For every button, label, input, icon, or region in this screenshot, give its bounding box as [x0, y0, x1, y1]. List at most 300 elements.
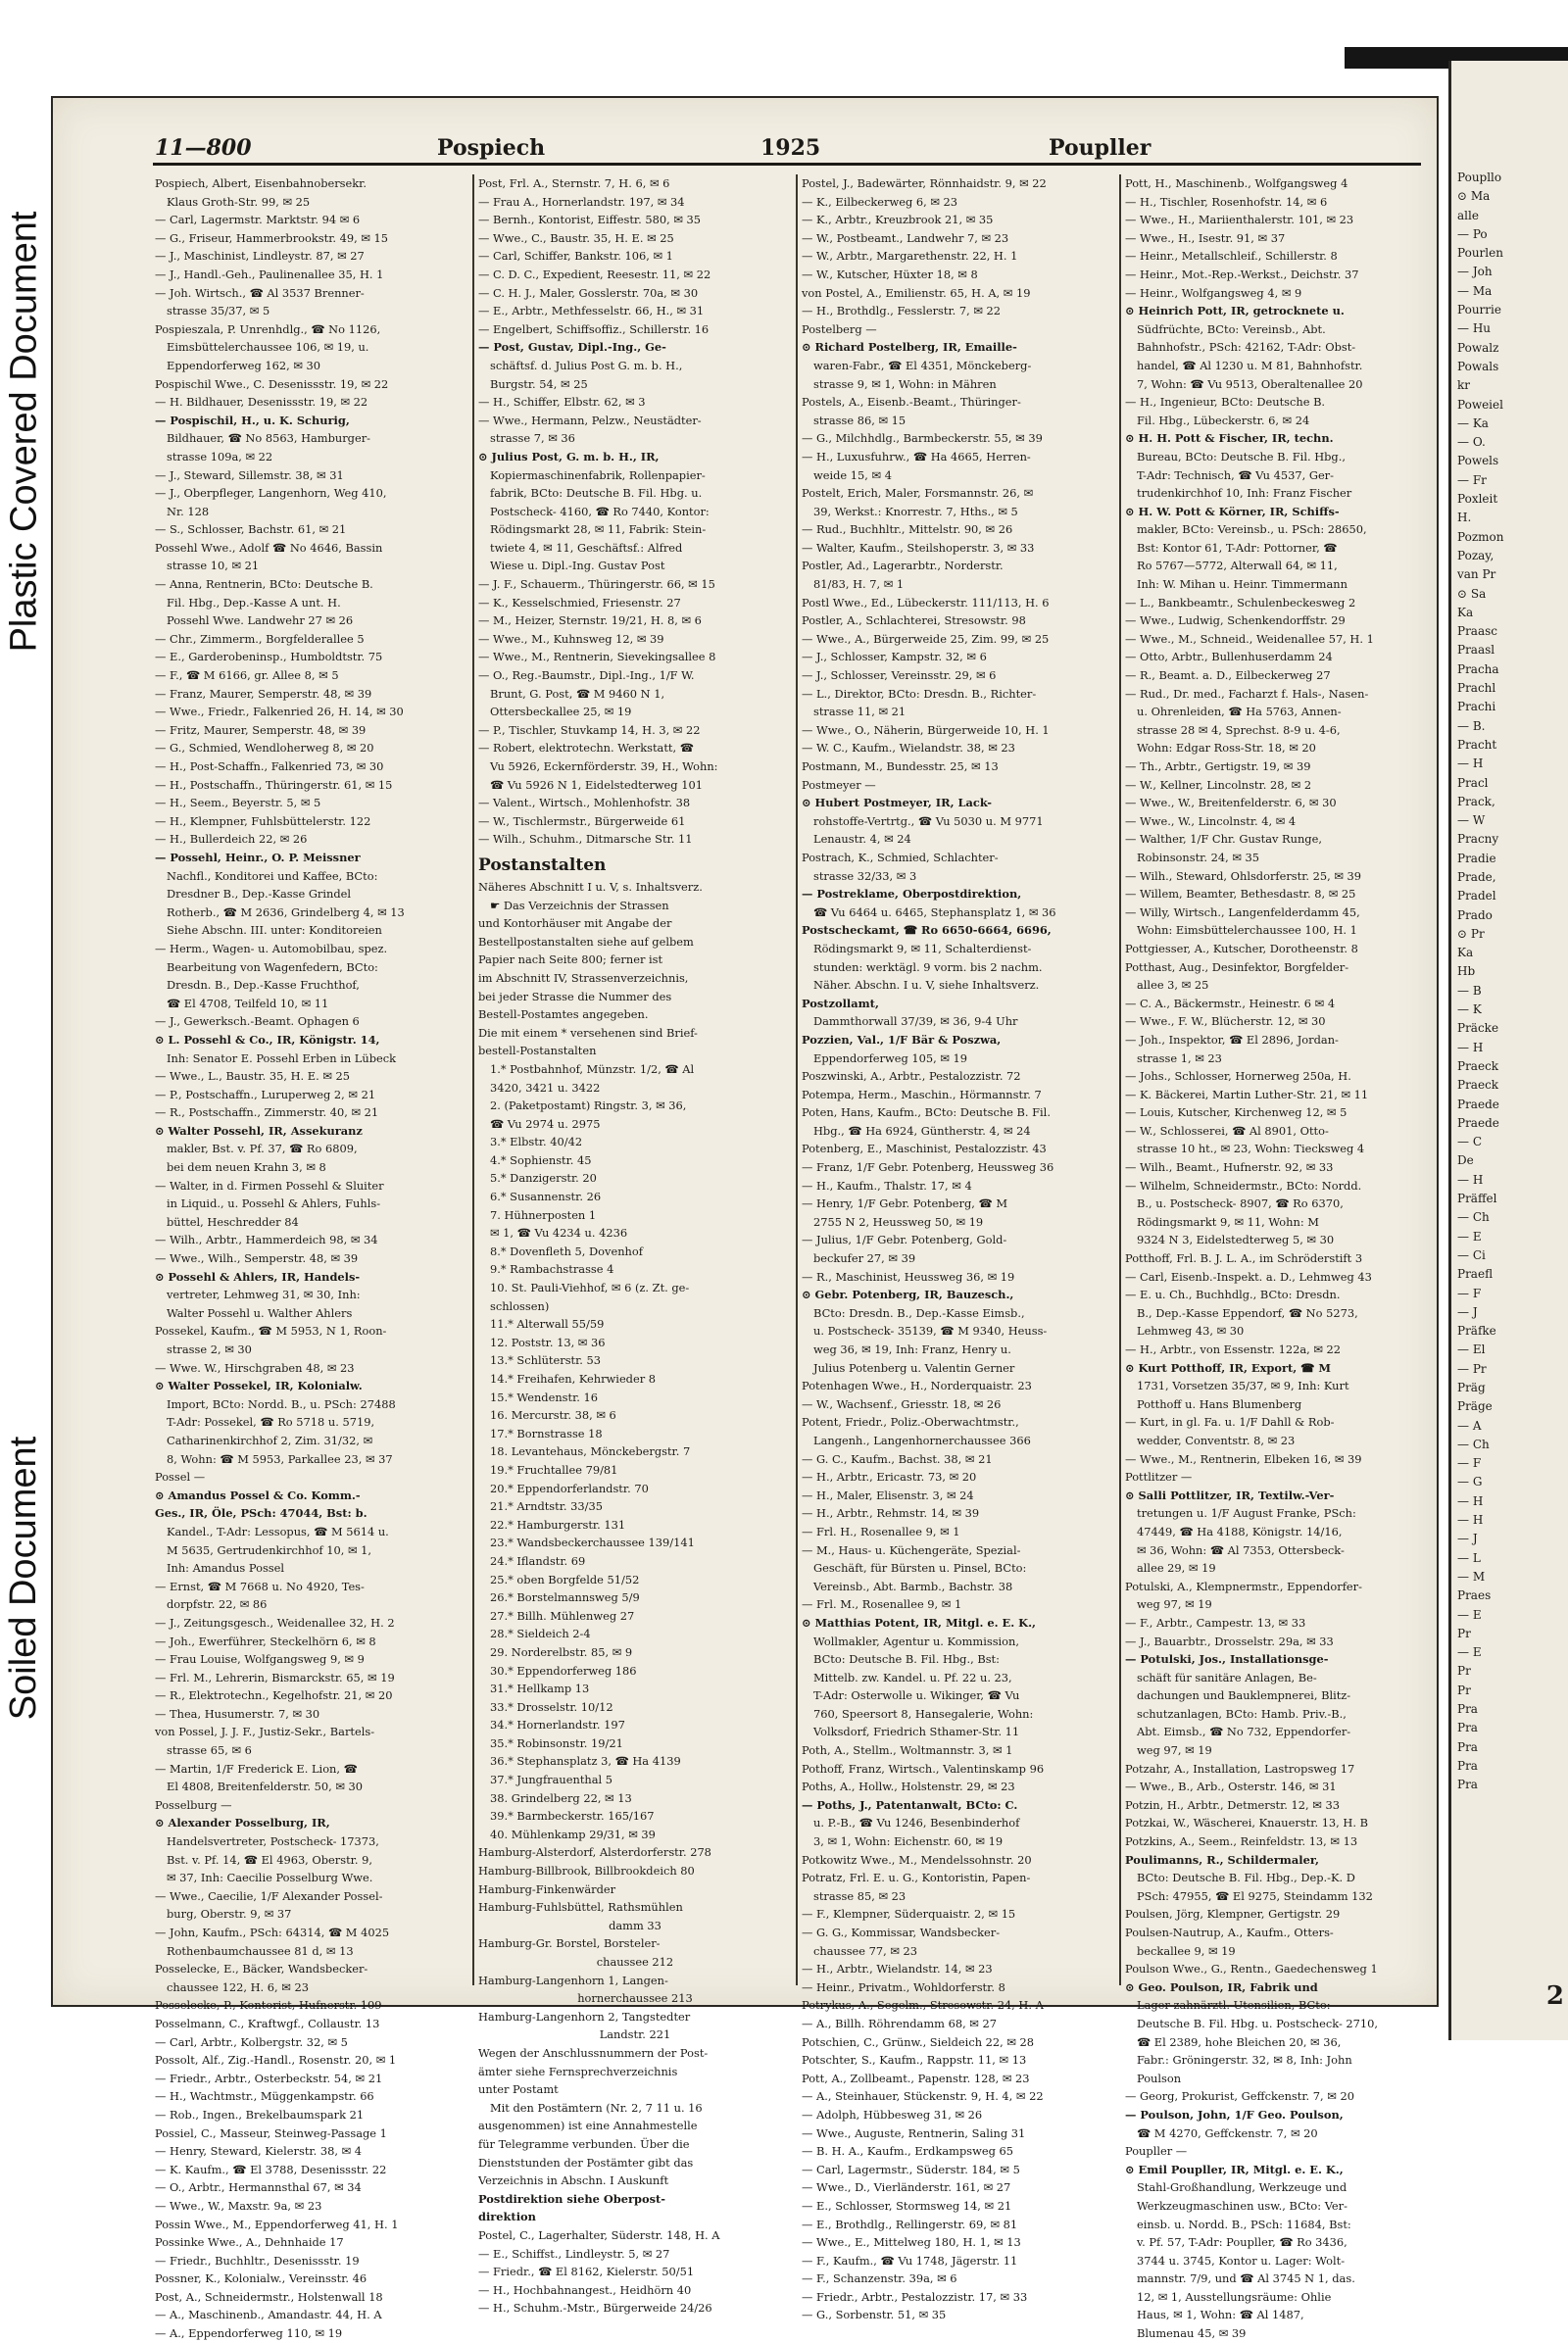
directory-entry: — H., Brothdlg., Fesslerstr. 7, ✉ 22	[802, 304, 1002, 318]
directory-entry: tretungen u. 1/F August Franke, PSch:	[1137, 1506, 1356, 1521]
directory-entry: 4.* Sophienstr. 45	[490, 1152, 592, 1167]
directory-entry: — G. G., Kommissar, Wandsbecker-	[802, 1926, 1001, 1939]
directory-entry: Potschter, S., Kaufm., Rappstr. 11, ✉ 13	[802, 2053, 1027, 2068]
directory-entry: ⊙ L. Possehl & Co., IR, Königstr. 14,	[155, 1032, 380, 1047]
directory-entry: u. P.-B., ☎ Vu 1246, Besenbinderhof	[813, 1816, 1020, 1830]
adjacent-page-fragment: — Ci	[1457, 1247, 1486, 1262]
directory-entry: — J. F., Schauerm., Thüringerstr. 66, ✉ 15	[478, 577, 715, 592]
directory-entry: 25.* oben Borgfelde 51/52	[490, 1572, 640, 1586]
adjacent-page-fragment: — Ch	[1457, 1437, 1490, 1451]
directory-entry: — Joh., Inspektor, ☎ El 2896, Jordan-	[1125, 1032, 1339, 1047]
directory-entry: — O., Arbtr., Hermannsthal 67, ✉ 34	[155, 2180, 362, 2195]
adjacent-page-fragment: — E	[1457, 1645, 1482, 1660]
directory-entry: wedder, Conventstr. 8, ✉ 23	[1137, 1433, 1296, 1447]
directory-entry: Verzeichnis in Abschn. I Auskunft	[478, 2173, 669, 2188]
directory-entry: Poulimanns, R., Schildermaler,	[1125, 1852, 1319, 1867]
directory-entry: damm 33	[609, 1918, 662, 1932]
directory-entry: — P., Tischler, Stuvkamp 14, H. 3, ✉ 22	[478, 722, 701, 737]
directory-entry: stunden: werktägl. 9 vorm. bis 2 nachm.	[813, 959, 1043, 974]
directory-entry: — Wwe., F. W., Blücherstr. 12, ✉ 30	[1125, 1014, 1326, 1029]
adjacent-page-fragment: alle	[1457, 208, 1479, 222]
column-3	[802, 174, 1115, 2322]
adjacent-page-fragment: — E	[1457, 1607, 1482, 1622]
directory-entry: Papier nach Seite 800; ferner ist	[478, 952, 663, 967]
directory-entry: Bst. v. Pf. 14, ☎ El 4963, Oberstr. 9,	[167, 1852, 372, 1867]
directory-entry: strasse 35/37, ✉ 5	[167, 304, 270, 318]
directory-entry: — Otto, Arbtr., Bullenhuserdamm 24	[1125, 650, 1333, 664]
directory-entry: — H., Arbtr., von Essenstr. 122a, ✉ 22	[1125, 1342, 1342, 1356]
directory-entry: allee 3, ✉ 25	[1137, 978, 1209, 993]
directory-entry: Potkowitz Wwe., M., Mendelssohnstr. 20	[802, 1852, 1032, 1867]
directory-entry: — K. Kaufm., ☎ El 3788, Desenissstr. 22	[155, 2162, 387, 2176]
directory-entry: Postscheckamt, ☎ Ro 6650-6664, 6696,	[802, 923, 1052, 938]
directory-entry: — Wwe., W., Maxstr. 9a, ✉ 23	[155, 2198, 322, 2213]
directory-entry: 26.* Borstelmannsweg 5/9	[490, 1590, 640, 1605]
entry-list	[1125, 174, 1425, 2343]
directory-entry: Vereinsb., Abt. Barmb., Bachstr. 38	[813, 1579, 1013, 1593]
directory-entry: Mittelb. zw. Kandel. u. Pf. 22 u. 23,	[813, 1670, 1012, 1684]
directory-entry: Post, A., Schneidermstr., Holstenwall 18	[155, 2289, 383, 2304]
directory-entry: — Wwe., D., Vierländerstr. 161, ✉ 27	[802, 2180, 1011, 2195]
directory-entry: Potempa, Herm., Maschin., Hörmannstr. 7	[802, 1087, 1042, 1101]
directory-entry: — J., Zeitungsgesch., Weidenallee 32, H. 2	[155, 1615, 395, 1630]
directory-entry: Kopiermaschinenfabrik, Rollenpapier-	[490, 467, 706, 482]
directory-entry: 33.* Drosselstr. 10/12	[490, 1699, 613, 1714]
directory-entry: Rödingsmarkt 9, ✉ 11, Schalterdienst-	[813, 941, 1032, 955]
adjacent-page-fragment: Präge	[1457, 1399, 1493, 1414]
directory-entry: — Post, Gustav, Dipl.-Ing., Ge-	[478, 340, 666, 355]
adjacent-page-fragment: — Ma	[1457, 283, 1493, 298]
adjacent-page-fragment: Praede	[1457, 1115, 1499, 1130]
directory-entry: — R., Postschaffn., Zimmerstr. 40, ✉ 21	[155, 1105, 379, 1120]
page-header	[53, 98, 1437, 167]
directory-entry: — H., Seem., Beyerstr. 5, ✉ 5	[155, 796, 321, 810]
directory-entry: Postscheck- 4160, ☎ Ro 7440, Kontor:	[490, 504, 710, 518]
entry-list	[478, 174, 792, 2318]
column-divider	[472, 174, 474, 1985]
directory-entry: — J., Bauarbtr., Drosselstr. 29a, ✉ 33	[1125, 1634, 1334, 1648]
directory-entry: — G., Schmied, Wendloherweg 8, ✉ 20	[155, 741, 374, 756]
directory-entry: Fil. Hbg., Dep.-Kasse A unt. H.	[167, 595, 341, 610]
directory-entry: ☎ El 2389, hohe Bleichen 20, ✉ 36,	[1137, 2034, 1342, 2049]
adjacent-page-fragment: Praes	[1457, 1588, 1492, 1603]
directory-entry: — Henry, Steward, Kielerstr. 38, ✉ 4	[155, 2144, 362, 2159]
directory-entry: Werkzeugmaschinen usw., BCto: Ver-	[1137, 2198, 1348, 2213]
directory-entry: — K., Eilbeckerweg 6, ✉ 23	[802, 194, 958, 209]
directory-entry: ⊙ H. H. Pott & Fischer, IR, techn.	[1125, 431, 1334, 446]
directory-entry: 37.* Jungfrauenthal 5	[490, 1773, 613, 1787]
adjacent-page-fragment: — Fr	[1457, 472, 1487, 487]
directory-entry: Possinke Wwe., A., Dehnhaide 17	[155, 2235, 344, 2250]
directory-entry: — M., Haus- u. Küchengeräte, Spezial-	[802, 1542, 1021, 1557]
directory-entry: Possel —	[155, 1470, 206, 1485]
directory-entry: Fabr.: Gröningerstr. 32, ✉ 8, Inh: John	[1137, 2053, 1352, 2068]
directory-entry: — Bernh., Kontorist, Eiffestr. 580, ✉ 35	[478, 213, 701, 227]
directory-entry: 17.* Bornstrasse 18	[490, 1426, 603, 1440]
header-rule	[153, 163, 1421, 166]
adjacent-page-fragment: — W	[1457, 813, 1486, 828]
directory-entry: — Walther, 1/F Chr. Gustav Runge,	[1125, 832, 1322, 847]
directory-entry: Wohn: Edgar Ross-Str. 18, ✉ 20	[1137, 741, 1316, 756]
directory-entry: — W., Kellner, Lincolnstr. 28, ✉ 2	[1125, 777, 1312, 792]
directory-entry: — Pospischil, H., u. K. Schurig,	[155, 413, 350, 427]
directory-entry: 14.* Freihafen, Kehrwieder 8	[490, 1372, 657, 1386]
directory-entry: — Carl, Eisenb.-Inspekt. a. D., Lehmweg 43	[1125, 1269, 1372, 1284]
directory-entry: ⊙ Heinrich Pott, IR, getrocknete u.	[1125, 304, 1345, 318]
directory-entry: — Wwe., M., Schneid., Weidenallee 57, H. 1	[1125, 631, 1374, 646]
directory-entry: Julius Potenberg u. Valentin Gerner	[813, 1360, 1015, 1375]
adjacent-page-fragment: — H	[1457, 1040, 1484, 1054]
directory-entry: ⊙ Walter Possehl, IR, Assekuranz	[155, 1123, 363, 1138]
directory-entry: PSch: 47955, ☎ El 9275, Steindamm 132	[1137, 1888, 1373, 1903]
directory-entry: Näheres Abschnitt I u. V, s. Inhaltsverz.	[478, 879, 703, 894]
directory-entry: 30.* Eppendorferweg 186	[490, 1663, 637, 1678]
directory-entry: — W. C., Kaufm., Wielandstr. 38, ✉ 23	[802, 741, 1015, 756]
directory-entry: waren-Fabr., ☎ El 4351, Mönckeberg-	[813, 358, 1032, 372]
directory-entry: — Franz, 1/F Gebr. Potenberg, Heussweg 36	[802, 1160, 1054, 1175]
adjacent-page-fragment: Hb	[1457, 964, 1476, 979]
directory-entry: Postel, J., Badewärter, Rönnhaidstr. 9, ✉ 22	[802, 176, 1047, 190]
directory-entry: twiete 4, ✉ 11, Geschäftsf.: Alfred	[490, 540, 683, 555]
directory-entry: strasse 11, ✉ 21	[813, 705, 906, 719]
adjacent-page-fragment: — B.	[1457, 718, 1486, 733]
directory-entry: — H. Bildhauer, Desenissstr. 19, ✉ 22	[155, 395, 368, 410]
adjacent-page-fragment: Pr	[1457, 1664, 1471, 1679]
directory-entry: Lenaustr. 4, ✉ 24	[813, 832, 911, 847]
directory-entry: 24.* Iflandstr. 69	[490, 1553, 586, 1568]
directory-entry: — Walter, Kaufm., Steilshoperstr. 3, ✉ 33	[802, 540, 1035, 555]
directory-entry: — Ernst, ☎ M 7668 u. No 4920, Tes-	[155, 1579, 365, 1593]
directory-entry: Hamburg-Billbrook, Billbrookdeich 80	[478, 1864, 695, 1879]
directory-entry: — Wwe., M., Kuhnsweg 12, ✉ 39	[478, 631, 664, 646]
directory-entry: — Wwe., Friedr., Falkenried 26, H. 14, ✉ 30	[155, 705, 404, 719]
directory-entry: Bestellpostanstalten siehe auf gelbem	[478, 934, 694, 949]
directory-entry: Bahnhofstr., PSch: 42162, T-Adr: Obst-	[1137, 340, 1356, 355]
directory-entry: in Liquid., u. Possehl & Ahlers, Fuhls-	[167, 1196, 381, 1211]
adjacent-page-fragment: — Joh	[1457, 265, 1493, 279]
margin-label-plastic: Plastic Covered Document	[3, 211, 45, 652]
directory-entry: 5.* Danzigerstr. 20	[490, 1171, 597, 1186]
directory-entry: — Frau Louise, Wolfgangsweg 9, ✉ 9	[155, 1652, 365, 1667]
adjacent-page-fragment: Pr	[1457, 1626, 1471, 1640]
directory-entry: Pospischil Wwe., C. Desenissstr. 19, ✉ 22	[155, 376, 389, 391]
directory-entry: — K. Bäckerei, Martin Luther-Str. 21, ✉ 11	[1125, 1087, 1369, 1101]
directory-entry: Poulson	[1137, 2071, 1182, 2085]
directory-entry: u. Ohrenleiden, ☎ Ha 5763, Annen-	[1137, 705, 1342, 719]
adjacent-page-fragment: Pracl	[1457, 775, 1489, 790]
directory-entry: ämter siehe Fernsprechverzeichnis	[478, 2064, 678, 2078]
directory-entry: — Friedr., ☎ El 8162, Kielerstr. 50/51	[478, 2265, 695, 2279]
directory-entry: Postzollamt,	[802, 996, 879, 1010]
directory-entry: vertreter, Lehmweg 31, ✉ 30, Inh:	[167, 1288, 361, 1302]
directory-entry: — Willem, Beamter, Bethesdastr. 8, ✉ 25	[1125, 887, 1356, 902]
directory-entry: — H., Hochbahnangest., Heidhörn 40	[478, 2282, 692, 2297]
directory-entry: — E., Garderobeninsp., Humboldtstr. 75	[155, 650, 383, 664]
adjacent-page-fragment: Prachi	[1457, 700, 1496, 714]
adjacent-page-fragment: — G	[1457, 1475, 1483, 1489]
directory-entry: — Wwe., Ludwig, Schenkendorffstr. 29	[1125, 613, 1346, 628]
adjacent-page-fragment: Prado	[1457, 907, 1493, 922]
adjacent-page-fragment: Pra	[1457, 1739, 1478, 1754]
directory-entry: 12. Poststr. 13, ✉ 36	[490, 1335, 606, 1349]
adjacent-page-fragment: Praasl	[1457, 643, 1495, 658]
directory-entry: u. Postscheck- 35139, ☎ M 9340, Heuss-	[813, 1324, 1048, 1339]
directory-entry: Wollmakler, Agentur u. Kommission,	[813, 1634, 1019, 1648]
directory-entry: — G., Friseur, Hammerbrookstr. 49, ✉ 15	[155, 230, 389, 245]
directory-entry: Pott, H., Maschinenb., Wolfgangsweg 4	[1125, 176, 1348, 190]
directory-entry: — H., Postschaffn., Thüringerstr. 61, ✉ 15	[155, 777, 393, 792]
directory-entry: 27.* Billh. Mühlenweg 27	[490, 1608, 635, 1623]
adjacent-page-fragment: Präfke	[1457, 1324, 1496, 1339]
directory-entry: Wiese u. Dipl.-Ing. Gustav Post	[490, 559, 665, 573]
directory-entry: burg, Oberstr. 9, ✉ 37	[167, 1907, 292, 1922]
directory-entry: — Wwe., A., Bürgerweide 25, Zim. 99, ✉ 25	[802, 631, 1050, 646]
directory-entry: — Wwe., B., Arb., Osterstr. 146, ✉ 31	[1125, 1780, 1337, 1794]
adjacent-page-fragment: Präcke	[1457, 1021, 1499, 1036]
adjacent-page-fragment: Pozmon	[1457, 529, 1504, 544]
directory-entry: 3420, 3421 u. 3422	[490, 1080, 601, 1095]
directory-entry: — R., Elektrotechn., Kegelhofstr. 21, ✉ 20	[155, 1688, 393, 1703]
directory-entry: — Carl, Schiffer, Bankstr. 106, ✉ 1	[478, 249, 673, 264]
directory-entry: — J., Schlosser, Kampstr. 32, ✉ 6	[802, 650, 987, 664]
directory-entry: Possehl Wwe. Landwehr 27 ✉ 26	[167, 613, 354, 628]
directory-entry: ⊙ Julius Post, G. m. b. H., IR,	[478, 449, 660, 464]
directory-entry: weg 97, ✉ 19	[1137, 1597, 1212, 1612]
directory-page	[51, 96, 1439, 2341]
directory-entry: Rotherb., ☎ M 2636, Grindelberg 4, ✉ 13	[167, 904, 405, 919]
directory-entry: Rödingsmarkt 28, ✉ 11, Fabrik: Stein-	[490, 522, 707, 537]
directory-entry: — W., Schlosserei, ☎ Al 8901, Otto-	[1125, 1123, 1329, 1138]
directory-entry: Abt. Eimsb., ☎ No 732, Eppendorfer-	[1137, 1725, 1351, 1739]
directory-entry: mannstr. 7/9, und ☎ Al 3745 N 1, das.	[1137, 2271, 1355, 2286]
adjacent-page-number: 2	[1545, 1981, 1564, 2011]
adjacent-page-fragment: Pracny	[1457, 832, 1499, 847]
directory-entry: büttel, Heschredder 84	[167, 1214, 299, 1229]
directory-entry: Pospiech, Albert, Eisenbahnobersekr.	[155, 176, 367, 190]
directory-entry: 6.* Susannenstr. 26	[490, 1190, 602, 1204]
directory-entry: — F., ☎ M 6166, gr. Allee 8, ✉ 5	[155, 668, 339, 683]
directory-entry: schutzanlagen, BCto: Hamb. Priv.-B.,	[1137, 1706, 1347, 1721]
directory-entry: v. Pf. 57, T-Adr: Poupller, ☎ Ro 3436,	[1137, 2235, 1348, 2250]
directory-entry: dorpfstr. 22, ✉ 86	[167, 1597, 268, 1612]
adjacent-page-fragment: — F	[1457, 1456, 1482, 1471]
directory-entry: 2. (Paketpostamt) Ringstr. 3, ✉ 36,	[490, 1098, 687, 1113]
adjacent-page-fragment: Prack,	[1457, 794, 1495, 808]
directory-entry: — Chr., Zimmerm., Borgfelderallee 5	[155, 631, 365, 646]
directory-entry: — R., Beamt. a. D., Eilbeckerweg 27	[1125, 668, 1331, 683]
directory-entry: — Valent., Wirtsch., Mohlenhofstr. 38	[478, 796, 691, 810]
directory-entry: strasse 65, ✉ 6	[167, 1743, 252, 1758]
directory-entry: Vu 5926, Eckernförderstr. 39, H., Wohn:	[490, 759, 718, 773]
directory-entry: Inh: Amandus Possel	[167, 1561, 285, 1576]
directory-entry: ⊙ H. W. Pott & Körner, IR, Schiffs-	[1125, 504, 1340, 518]
directory-entry: — Frl. H., Rosenallee 9, ✉ 1	[802, 1524, 960, 1538]
directory-entry: Klaus Groth-Str. 99, ✉ 25	[167, 194, 311, 209]
directory-entry: 7. Hühnerposten 1	[490, 1207, 597, 1222]
directory-entry: bei jeder Strasse die Nummer des	[478, 989, 672, 1003]
directory-entry: Postmeyer —	[802, 777, 876, 792]
directory-entry: Catharinenkirchhof 2, Zim. 31/32, ✉	[167, 1433, 373, 1447]
directory-entry: Possin Wwe., M., Eppendorferweg 41, H. 1	[155, 2217, 399, 2231]
directory-entry: Handelsvertreter, Postscheck- 17373,	[167, 1834, 379, 1849]
directory-entry: 16. Mercurstr. 38, ✉ 6	[490, 1408, 616, 1423]
directory-entry: weg 97, ✉ 19	[1137, 1743, 1212, 1758]
directory-entry: 31.* Hellkamp 13	[490, 1682, 590, 1696]
directory-entry: — John, Kaufm., PSch: 64314, ☎ M 4025	[155, 1926, 390, 1939]
directory-entry: Ro 5767—5772, Alterwall 64, ✉ 11,	[1137, 559, 1338, 573]
directory-entry: — Carl, Arbtr., Kolbergstr. 32, ✉ 5	[155, 2034, 348, 2049]
directory-entry: — Wwe. W., Hirschgraben 48, ✉ 23	[155, 1360, 355, 1375]
directory-entry: El 4808, Breitenfelderstr. 50, ✉ 30	[167, 1780, 363, 1794]
directory-entry: — Joh., Ewerführer, Steckelhörn 6, ✉ 8	[155, 1634, 376, 1648]
directory-entry: Pospieszala, P. Unrenhdlg., ☎ No 1126,	[155, 321, 381, 336]
directory-entry: Blumenau 45, ✉ 39	[1137, 2326, 1247, 2341]
directory-entry: — Carl, Lagermstr., Süderstr. 184, ✉ 5	[802, 2162, 1020, 2176]
directory-entry: Potschien, C., Grünw., Sieldeich 22, ✉ 28	[802, 2034, 1035, 2049]
adjacent-page-fragment: Powalz	[1457, 340, 1499, 355]
directory-entry: — Wwe., W., Breitenfelderstr. 6, ✉ 30	[1125, 796, 1337, 810]
directory-entry: Brunt, G. Post, ☎ M 9460 N 1,	[490, 686, 665, 701]
directory-entry: Burgstr. 54, ✉ 25	[490, 376, 588, 391]
directory-entry: Hamburg-Langenhorn 2, Tangstedter	[478, 2009, 691, 2024]
directory-entry: — A., Steinhauer, Stückenstr. 9, H. 4, ✉ 22	[802, 2089, 1044, 2104]
directory-entry: Eppendorferweg 105, ✉ 19	[813, 1050, 968, 1065]
directory-entry: Posselburg —	[155, 1797, 232, 1812]
directory-entry: Haus, ✉ 1, Wohn: ☎ Al 1487,	[1137, 2308, 1304, 2322]
directory-entry: Potenberg, E., Maschinist, Pestalozzistr. 43	[802, 1142, 1047, 1156]
adjacent-page-fragment: Poweiel	[1457, 397, 1503, 412]
directory-entry: strasse 2, ✉ 30	[167, 1342, 252, 1356]
directory-entry: von Postel, A., Emilienstr. 65, H. A, ✉ 19	[802, 285, 1031, 300]
directory-entry: 19.* Fruchtallee 79/81	[490, 1462, 618, 1477]
directory-entry: Hamburg-Langenhorn 1, Langen-	[478, 1973, 668, 1987]
directory-entry: ⊙ Emil Poupller, IR, Mitgl. e. E. K.,	[1125, 2162, 1344, 2176]
directory-entry: ⊙ Gebr. Potenberg, IR, Bauzesch.,	[802, 1288, 1014, 1302]
adjacent-page-fragment: Poupllo	[1457, 171, 1502, 184]
directory-entry: — G. C., Kaufm., Bachst. 38, ✉ 21	[802, 1451, 993, 1466]
directory-entry: ⊙ Amandus Possel & Co. Komm.-	[155, 1488, 361, 1502]
directory-entry: — E., Arbtr., Methfesselstr. 66, H., ✉ 31	[478, 304, 705, 318]
directory-entry: — Heinr., Mot.-Rep.-Werkst., Deichstr. 37	[1125, 267, 1359, 281]
adjacent-page-fragment: Pr	[1457, 1683, 1471, 1697]
directory-entry: chaussee 122, H. 6, ✉ 23	[167, 1979, 309, 1994]
directory-entry: Postmann, M., Bundesstr. 25, ✉ 13	[802, 759, 999, 773]
directory-entry: — H., Arbtr., Wielandstr. 14, ✉ 23	[802, 1962, 993, 1977]
adjacent-page-fragment: Pra	[1457, 1702, 1478, 1717]
directory-entry: — Johs., Schlosser, Hornerweg 250a, H.	[1125, 1069, 1351, 1084]
directory-entry: 21.* Arndtstr. 33/35	[490, 1499, 603, 1514]
adjacent-page-fragment: Pradel	[1457, 889, 1496, 903]
directory-entry: ⊙ Walter Possekel, IR, Kolonialw.	[155, 1379, 363, 1393]
directory-entry: — H., Schuhm.-Mstr., Bürgerweide 24/26	[478, 2301, 712, 2316]
directory-entry: 8, Wohn: ☎ M 5953, Parkallee 23, ✉ 37	[167, 1451, 393, 1466]
directory-entry: — A., Maschinenb., Amandastr. 44, H. A	[155, 2308, 382, 2322]
directory-entry: 39.* Barmbeckerstr. 165/167	[490, 1809, 655, 1824]
directory-entry: — Rud., Buchhltr., Mittelstr. 90, ✉ 26	[802, 522, 1013, 537]
directory-entry: — Thea, Husumerstr. 7, ✉ 30	[155, 1706, 320, 1721]
adjacent-page-fragment: Powals	[1457, 359, 1499, 373]
directory-entry: — O., Reg.-Baumstr., Dipl.-Ing., 1/F W.	[478, 668, 695, 683]
directory-entry: — J., Steward, Sillemstr. 38, ✉ 31	[155, 467, 344, 482]
directory-entry: — Wwe., L., Baustr. 35, H. E. ✉ 25	[155, 1069, 350, 1084]
directory-entry: — E. u. Ch., Buchhdlg., BCto: Dresdn.	[1125, 1288, 1341, 1302]
column-divider	[1119, 174, 1121, 1985]
directory-entry: — Wilh., Schuhm., Ditmarsche Str. 11	[478, 832, 693, 847]
directory-entry: 10. St. Pauli-Viehhof, ✉ 6 (z. Zt. ge-	[490, 1281, 690, 1295]
directory-entry: — H., Ingenieur, BCto: Deutsche B.	[1125, 395, 1326, 410]
directory-entry: Bestell-Postamtes angegeben.	[478, 1007, 649, 1022]
directory-entry: — Wilh., Steward, Ohlsdorferstr. 25, ✉ 39	[1125, 868, 1362, 883]
directory-entry: Import, BCto: Nordd. B., u. PSch: 27488	[167, 1396, 396, 1411]
directory-entry: — Poulson, John, 1/F Geo. Poulson,	[1125, 2107, 1344, 2122]
directory-entry: Walter Possehl u. Walther Ahlers	[167, 1305, 353, 1320]
directory-entry: — Martin, 1/F Frederick E. Lion, ☎	[155, 1761, 358, 1776]
directory-entry: Poulson Wwe., G., Rentn., Gaedechensweg 1	[1125, 1962, 1378, 1977]
directory-entry: — Wilhelm, Schneidermstr., BCto: Nordd.	[1125, 1178, 1362, 1193]
adjacent-page-fragment: — O.	[1457, 435, 1486, 450]
adjacent-page-fragment: — Pr	[1457, 1361, 1487, 1376]
directory-entry: ⊙ Alexander Posselburg, IR,	[155, 1816, 330, 1830]
directory-entry: Dresdner B., Dep.-Kasse Grindel	[167, 887, 352, 902]
adjacent-page-fragment: — J	[1457, 1532, 1478, 1546]
directory-entry: — Rob., Ingen., Brekelbaumspark 21	[155, 2107, 365, 2122]
directory-entry: 8.* Dovenfleth 5, Dovenhof	[490, 1244, 643, 1258]
directory-entry: — Engelbert, Schiffsoffiz., Schillerstr. 16	[478, 321, 710, 336]
adjacent-page-fragment: Praeck	[1457, 1058, 1499, 1073]
directory-entry: — Friedr., Arbtr., Osterbeckstr. 54, ✉ 21	[155, 2071, 383, 2085]
directory-entry: ⊙ Geo. Poulson, IR, Fabrik und	[1125, 1979, 1318, 1994]
directory-entry: 81/83, H. 7, ✉ 1	[813, 577, 905, 592]
directory-entry: und Kontorhäuser mit Angabe der	[478, 916, 672, 931]
adjacent-page-fragment: — Hu	[1457, 321, 1492, 336]
directory-entry: ☎ M 4270, Geffckenstr. 7, ✉ 20	[1137, 2125, 1318, 2140]
directory-entry: ☛ Das Verzeichnis der Strassen	[490, 898, 669, 912]
adjacent-page-fragment: Powels	[1457, 454, 1499, 468]
directory-entry: Geschäft, für Bürsten u. Pinsel, BCto:	[813, 1561, 1027, 1576]
directory-entry: Nachfl., Konditorei und Kaffee, BCto:	[167, 868, 378, 883]
directory-entry: hornerchaussee 213	[577, 1991, 693, 2006]
directory-entry: — Frl. M., Rosenallee 9, ✉ 1	[802, 1597, 962, 1612]
directory-entry: Postels, A., Eisenb.-Beamt., Thüringer-	[802, 395, 1021, 410]
directory-entry: — E., Schlosser, Stormsweg 14, ✉ 21	[802, 2198, 1012, 2213]
directory-entry: chaussee 212	[596, 1955, 674, 1969]
directory-entry: strasse 9, ✉ 1, Wohn: in Mähren	[813, 376, 997, 391]
directory-entry: Ges., IR, Öle, PSch: 47044, Bst: b.	[155, 1506, 368, 1521]
directory-entry: strasse 28 ✉ 4, Sprechst. 8-9 u. 4-6,	[1137, 722, 1341, 737]
directory-entry: — Walter, in d. Firmen Possehl & Sluiter	[155, 1178, 384, 1193]
entry-list	[155, 174, 468, 2343]
directory-entry: schäft für sanitäre Anlagen, Be-	[1137, 1670, 1317, 1684]
adjacent-page-fragment: — Po	[1457, 226, 1488, 241]
directory-entry: handel, ☎ Al 1230 u. M 81, Bahnhofstr.	[1137, 358, 1363, 372]
directory-entry: Potzkins, A., Seem., Reinfeldstr. 13, ✉ 13	[1125, 1834, 1358, 1849]
directory-entry: Postanstalten	[478, 854, 607, 875]
directory-entry: Pothoff, Franz, Wirtsch., Valentinskamp 96	[802, 1761, 1045, 1776]
directory-entry: — F., Schanzenstr. 39a, ✉ 6	[802, 2271, 957, 2286]
adjacent-page-fragment: — A	[1457, 1418, 1482, 1433]
directory-entry: — J., Schlosser, Vereinsstr. 29, ✉ 6	[802, 668, 997, 683]
directory-entry: 760, Speersort 8, Hansegalerie, Wohn:	[813, 1706, 1034, 1721]
adjacent-page-fragment: Pra	[1457, 1721, 1478, 1735]
directory-entry: — Wwe., Wilh., Semperstr. 48, ✉ 39	[155, 1251, 359, 1266]
directory-entry: Pozzien, Val., 1/F Bär & Poszwa,	[802, 1032, 1002, 1047]
directory-entry: Posselmann, C., Kraftwgf., Collaustr. 13	[155, 2016, 380, 2030]
directory-entry: trudenkirchhof 10, Inh: Franz Fischer	[1137, 486, 1352, 501]
directory-entry: — Friedr., Buchhltr., Desenissstr. 19	[155, 2253, 360, 2268]
directory-entry: T-Adr: Technisch, ☎ Vu 4537, Ger-	[1137, 467, 1334, 482]
directory-entry: 11.* Alterwall 55/59	[490, 1317, 605, 1332]
directory-entry: — H., Tischler, Rosenhofstr. 14, ✉ 6	[1125, 194, 1328, 209]
